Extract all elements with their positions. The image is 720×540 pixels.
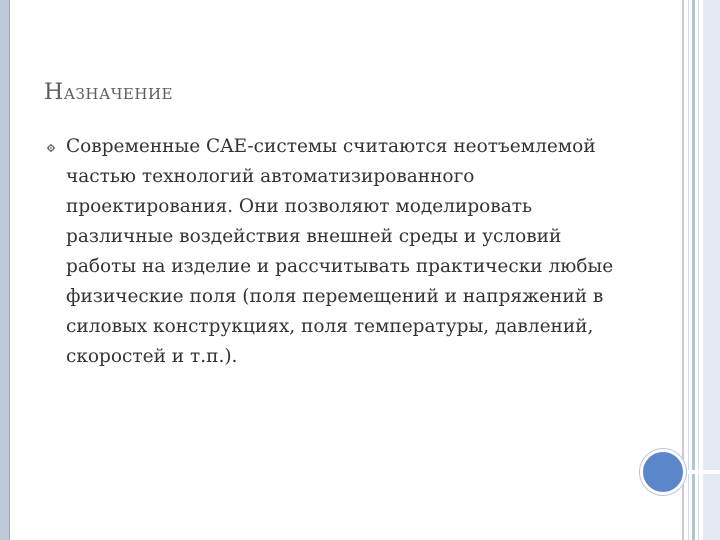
bullet-text: Современные CAE-системы считаются неотъемлемой частью технологий автоматизированного проектирования. Они позволяют моделировать различные воздействия внешней среды и условий работы на изделие и рассчитывать практически любые физические поля (поля перемещений и напряжений в силовых конструкциях, поля температуры, давлений, скоростей и т.п.). — [66, 136, 614, 367]
slide-title: Назначение — [44, 80, 173, 105]
left-border-decoration — [0, 0, 10, 540]
bullet-list — [44, 132, 634, 372]
right-border-decoration — [678, 0, 720, 540]
accent-circle-decoration — [640, 449, 686, 495]
bullet-marker-icon — [44, 141, 58, 155]
right-border-stripe — [692, 0, 695, 540]
accent-circle-connector — [680, 470, 720, 474]
right-border-stripe — [703, 0, 720, 540]
bullet-item — [44, 132, 634, 372]
right-border-stripe — [688, 0, 689, 540]
right-border-stripe — [698, 0, 699, 540]
